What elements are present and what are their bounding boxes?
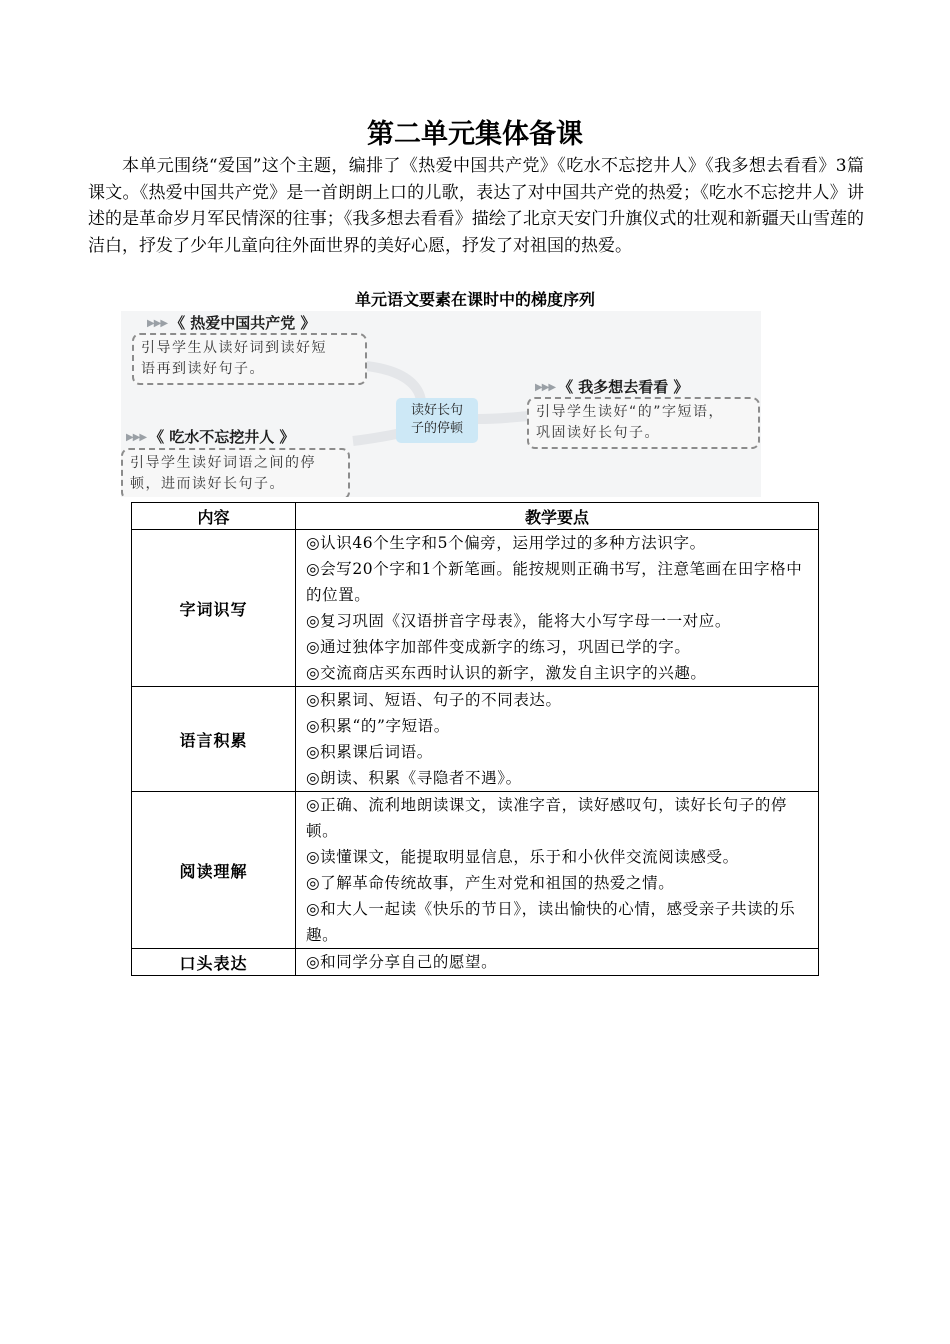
page-title: 第二单元集体备课 — [367, 119, 583, 150]
point-item: ◎积累课后词语。 — [306, 743, 433, 761]
point-item: ◎复习巩固《汉语拼音字母表》，能将大小写字母一一对应。 — [306, 612, 731, 630]
table-row — [132, 792, 819, 949]
lesson-2-title: ▶▶▶ 《 吃水不忘挖井人 》 — [126, 428, 295, 446]
intro-paragraph — [88, 153, 864, 259]
arrow-icon: ▶▶▶ — [147, 318, 168, 329]
row-points — [296, 792, 819, 949]
row-category: 口头表达 — [132, 949, 296, 976]
table-row — [132, 949, 819, 976]
point-item: ◎和大人一起读《快乐的节日》，读出愉快的心情，感受亲子共读的乐趣。 — [306, 900, 796, 944]
table-header-row — [132, 503, 819, 530]
lesson-1-title: ▶▶▶ 《 热爱中国共产党 》 — [147, 314, 316, 332]
point-item: ◎通过独体字加部件变成新字的练习，巩固已学的字。 — [306, 638, 691, 656]
header-content: 内容 — [132, 503, 296, 530]
point-item: ◎了解革命传统故事，产生对党和祖国的热爱之情。 — [306, 874, 675, 892]
point-item: ◎交流商店买东西时认识的新字，激发自主识字的兴趣。 — [306, 664, 707, 682]
lesson-2-description: 引导学生读好词语之间的停 顿，进而读好长句子。 — [121, 448, 350, 497]
point-item: ◎和同学分享自己的愿望。 — [306, 953, 498, 971]
table-row — [132, 530, 819, 687]
header-key-points: 教学要点 — [296, 503, 819, 530]
point-item: ◎朗读、积累《寻隐者不遇》。 — [306, 769, 522, 787]
intro-text: 本单元围绕“爱国”这个主题，编排了《热爱中国共产党》《吃水不忘挖井人》《我多想去看看》3篇课文。《热爱中国共产党》是一首朗朗上口的儿歌，表达了对中国共产党的热爱；《吃水不忘挖井人》讲述的是革命岁月军民情深的往事；《我多想去看看》描绘了北京天安门升旗仪式的壮观和新疆天山雪莲的洁白，抒发了少年儿童向往外面世界的美好心愿，抒发了对祖国的热爱。 — [88, 156, 864, 256]
row-points — [296, 949, 819, 976]
lesson-1-description: 引导学生从读好词到读好短 语再到读好句子。 — [132, 333, 367, 385]
mind-map-diagram — [121, 311, 761, 497]
point-item: ◎正确、流利地朗读课文，读准字音，读好感叹句，读好长句子的停顿。 — [306, 796, 788, 840]
teaching-points-table — [131, 502, 819, 976]
row-category: 阅读理解 — [132, 792, 296, 949]
lesson-3-title: ▶▶▶ 《 我多想去看看 》 — [535, 378, 689, 396]
point-item: ◎会写20个字和1个新笔画。能按规则正确书写，注意笔画在田字格中的位置。 — [306, 560, 803, 604]
arrow-icon: ▶▶▶ — [126, 432, 147, 443]
row-points — [296, 530, 819, 687]
row-category: 语言积累 — [132, 687, 296, 792]
row-category: 字词识写 — [132, 530, 296, 687]
point-item: ◎积累词、短语、句子的不同表达。 — [306, 691, 562, 709]
point-item: ◎积累“的”字短语。 — [306, 717, 450, 735]
center-node: 读好长句 子的停顿 — [396, 398, 478, 443]
arrow-icon: ▶▶▶ — [535, 382, 556, 393]
table-row — [132, 687, 819, 792]
point-item: ◎读懂课文，能提取明显信息，乐于和小伙伴交流阅读感受。 — [306, 848, 739, 866]
point-item: ◎认识46个生字和5个偏旁，运用学过的多种方法识字。 — [306, 534, 706, 552]
row-points — [296, 687, 819, 792]
lesson-3-description: 引导学生读好“的”字短语， 巩固读好长句子。 — [527, 397, 760, 449]
diagram-title: 单元语文要素在课时中的梯度序列 — [354, 290, 595, 309]
